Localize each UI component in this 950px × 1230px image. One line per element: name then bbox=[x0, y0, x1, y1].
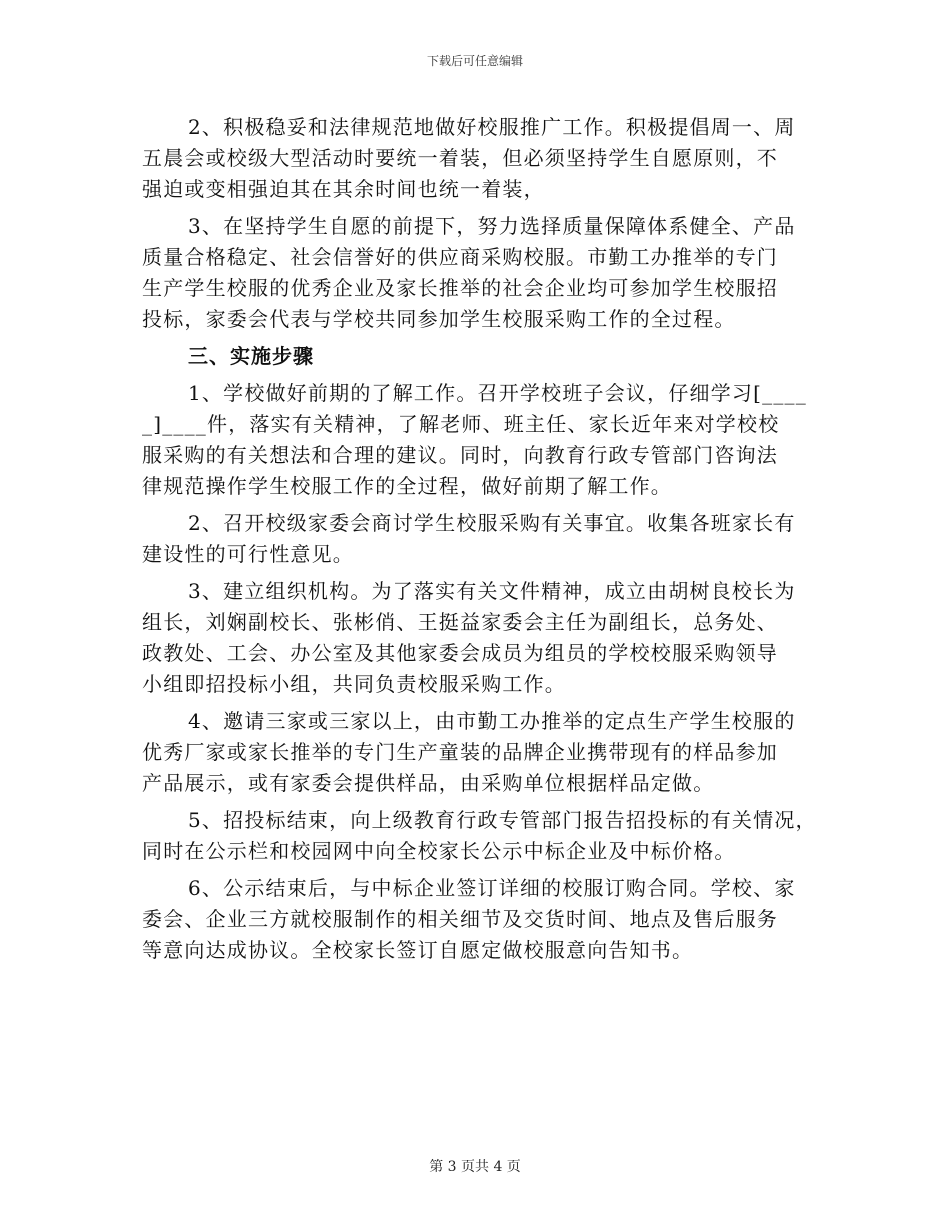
text-line: 委会、企业三方就校服制作的相关细节及交货时间、地点及售后服务 bbox=[142, 907, 778, 931]
text-line: 建设性的可行性意见。 bbox=[142, 542, 354, 566]
text-line: 3、建立组织机构。为了落实有关文件精神，成立由胡树良校长为 bbox=[188, 579, 796, 603]
text-line: 3、在坚持学生自愿的前提下，努力选择质量保障体系健全、产品 bbox=[188, 214, 796, 238]
paragraph-2-uniform-promotion bbox=[142, 112, 822, 205]
text-line: 服采购的有关想法和合理的建议。同时，向教育行政专管部门咨询法 bbox=[142, 443, 778, 467]
text-line: 生产学生校服的优秀企业及家长推举的社会企业均可参加学生校服招 bbox=[142, 276, 778, 300]
text-line: 五晨会或校级大型活动时要统一着装，但必须坚持学生自愿原则，不 bbox=[142, 146, 778, 170]
text-line: 等意向达成协议。全校家长签订自愿定做校服意向告知书。 bbox=[142, 938, 694, 962]
paragraph-3-supplier-selection bbox=[142, 211, 822, 335]
text-line: 质量合格稳定、社会信誉好的供应商采购校服。市勤工办推举的专门 bbox=[142, 245, 778, 269]
text-line: 5、招投标结束，向上级教育行政专管部门报告招投标的有关情况， bbox=[188, 808, 817, 832]
step-6-contract-signing bbox=[142, 873, 822, 966]
page-header: 下载后可任意编辑 bbox=[426, 54, 523, 68]
text-line: 2、召开校级家委会商讨学生校服采购有关事宜。收集各班家长有 bbox=[188, 511, 796, 535]
text-line: 1、学校做好前期的了解工作。召开学校班子会议，仔细学习[____ bbox=[188, 381, 807, 405]
text-line: 组长，刘娴副校长、张彬俏、王挺益家委会主任为副组长，总务处、 bbox=[142, 610, 778, 634]
text-line: 优秀厂家或家长推举的专门生产童装的品牌企业携带现有的样品参加 bbox=[142, 740, 778, 764]
step-5-bidding-result bbox=[142, 805, 822, 867]
step-1-preliminary-work bbox=[142, 378, 822, 502]
step-2-parent-committee-meeting bbox=[142, 508, 822, 570]
section-heading-implementation-steps: 三、实施步骤 bbox=[188, 344, 314, 368]
page-number-footer: 第 3 页共 4 页 bbox=[429, 1159, 521, 1175]
text-line: _]____件，落实有关精神，了解老师、班主任、家长近年来对学校校 bbox=[142, 412, 780, 436]
text-line: 4、邀请三家或三家以上，由市勤工办推举的定点生产学生校服的 bbox=[188, 709, 796, 733]
text-line: 6、公示结束后，与中标企业签订详细的校服订购合同。学校、家 bbox=[188, 876, 796, 900]
text-line: 小组即招投标小组，共同负责校服采购工作。 bbox=[142, 672, 566, 696]
text-line: 同时在公示栏和校园网中向全校家长公示中标企业及中标价格。 bbox=[142, 839, 736, 863]
text-line: 强迫或变相强迫其在其余时间也统一着装， bbox=[142, 177, 545, 201]
text-line: 投标，家委会代表与学校共同参加学生校服采购工作的全过程。 bbox=[142, 307, 736, 331]
text-line: 政教处、工会、办公室及其他家委会成员为组员的学校校服采购领导 bbox=[142, 641, 778, 665]
text-line: 产品展示，或有家委会提供样品，由采购单位根据样品定做。 bbox=[142, 771, 715, 795]
text-line: 律规范操作学生校服工作的全过程，做好前期了解工作。 bbox=[142, 474, 672, 498]
step-4-invite-vendors bbox=[142, 706, 822, 799]
text-line: 2、积极稳妥和法律规范地做好校服推广工作。积极提倡周一、周 bbox=[188, 115, 796, 139]
step-3-organization bbox=[142, 576, 822, 700]
document-body bbox=[142, 112, 822, 966]
